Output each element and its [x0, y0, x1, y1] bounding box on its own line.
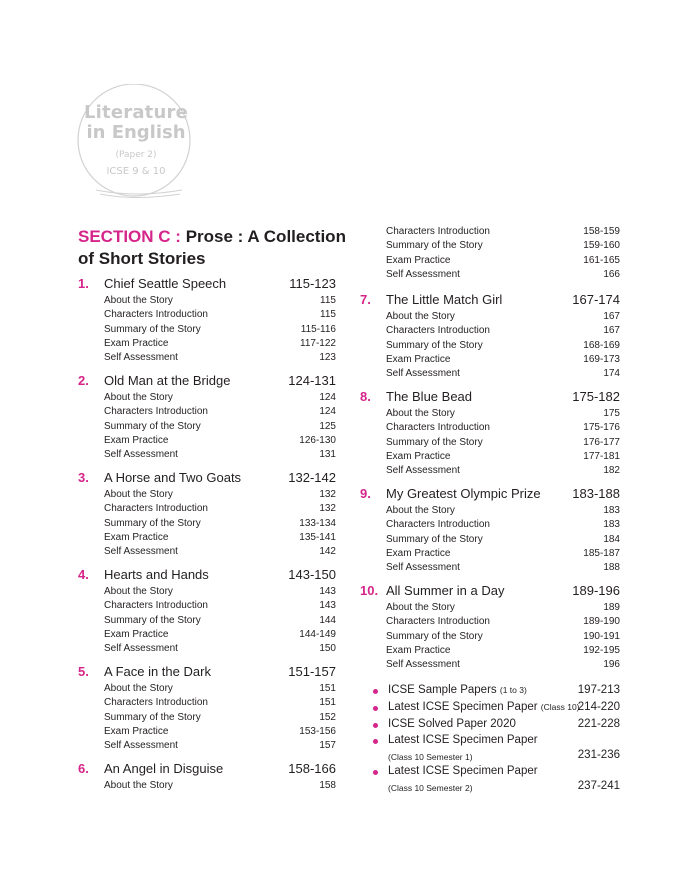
extra-pages: 231-236 [577, 749, 620, 761]
bullet-icon [373, 723, 378, 728]
subentry-title: Exam Practice [386, 644, 451, 656]
subentry-pages: 183 [603, 505, 620, 516]
toc-chapter [360, 389, 620, 478]
subentry-title: Self Assessment [104, 643, 178, 655]
bullet-icon [373, 689, 378, 694]
subentry-pages: 135-141 [299, 531, 336, 543]
toc-subentry [78, 642, 336, 656]
toc-subentry [78, 294, 336, 308]
extra-pages: 221-228 [577, 718, 620, 730]
subentry-title: Exam Practice [386, 450, 451, 462]
chapter-title: Old Man at the Bridge [104, 373, 231, 388]
subentry-title: Characters Introduction [104, 503, 208, 515]
subentry-title: Self Assessment [386, 268, 460, 280]
toc-subentry [360, 630, 620, 644]
subentry-pages: 131 [319, 449, 336, 461]
subentry-pages: 168-169 [583, 339, 620, 351]
toc-subentry [78, 448, 336, 462]
subentry-title: Summary of the Story [386, 630, 483, 642]
subentry-pages: 161-165 [583, 254, 620, 266]
subentry-pages: 115-116 [300, 323, 336, 335]
subentry-title: Exam Practice [386, 353, 451, 365]
subentry-pages: 175-176 [583, 422, 620, 434]
bullet-icon [373, 706, 378, 711]
toc-chapter [360, 583, 620, 672]
subentry-title: Summary of the Story [104, 614, 201, 626]
subentry-pages: 143 [319, 586, 336, 597]
logo-title-line2: in English [86, 122, 186, 143]
subentry-pages: 133-134 [299, 517, 336, 529]
toc-subentry [78, 323, 336, 337]
subentry-pages: 190-191 [583, 630, 620, 642]
toc-subentry [360, 547, 620, 561]
subentry-title: About the Story [386, 408, 455, 419]
subentry-pages: 177-181 [583, 450, 620, 462]
subentry-title: Summary of the Story [104, 323, 201, 335]
book-logo [76, 84, 196, 204]
chapter-title: The Little Match Girl [386, 292, 503, 307]
toc-subentry [360, 254, 620, 268]
subentry-pages: 132 [319, 503, 336, 515]
extra-title-note: (Class 10) [540, 702, 580, 712]
chapter-heading [78, 470, 336, 488]
extra-title: ICSE Sample Papers (1 to 3) [388, 684, 527, 696]
toc-chapter [360, 292, 620, 381]
extra-title: ICSE Solved Paper 2020 [388, 718, 516, 730]
subentry-title: Summary of the Story [386, 240, 483, 252]
subentry-pages: 143 [319, 600, 336, 612]
subentry-pages: 124 [319, 406, 336, 418]
logo-paper: (Paper 2) [115, 150, 157, 160]
subentry-title: About the Story [104, 780, 173, 791]
toc-subentry [360, 367, 620, 381]
subentry-pages: 123 [319, 352, 336, 364]
chapter-heading [360, 389, 620, 407]
extra-title: Latest ICSE Specimen Paper (Class 10) [388, 701, 580, 713]
toc-subentry [360, 339, 620, 353]
subentry-pages: 158 [319, 780, 336, 791]
chapter-pages: 183-188 [572, 486, 620, 501]
toc-subentry [360, 601, 620, 615]
chapter-heading [78, 761, 336, 779]
chapter-title: A Horse and Two Goats [104, 470, 242, 485]
chapter-heading [360, 292, 620, 310]
chapter-heading [78, 567, 336, 585]
extra-entry [360, 734, 620, 764]
subentry-title: Self Assessment [104, 740, 178, 752]
toc-subentry [78, 391, 336, 405]
extra-title: Latest ICSE Specimen Paper [388, 765, 538, 777]
subentry-pages: 159-160 [583, 240, 620, 252]
subentry-title: About the Story [104, 683, 173, 694]
chapter-number: 2. [78, 373, 89, 388]
toc-subentry [360, 533, 620, 547]
subentry-pages: 185-187 [583, 547, 620, 559]
toc-subentry [78, 682, 336, 696]
chapter-pages: 167-174 [572, 292, 620, 307]
subentry-pages: 184 [603, 533, 620, 545]
toc-subentry [360, 615, 620, 629]
subentry-title: About the Story [104, 586, 173, 597]
subentry-title: Exam Practice [386, 254, 451, 266]
subentry-pages: 188 [603, 562, 620, 574]
toc-subentry [360, 561, 620, 575]
subentry-pages: 152 [319, 711, 336, 723]
subentry-title: Self Assessment [386, 368, 460, 380]
toc-subentry [78, 725, 336, 739]
toc-subentry [360, 239, 620, 253]
chapter-heading [78, 664, 336, 682]
chapter-heading [360, 486, 620, 504]
subentry-title: Characters Introduction [104, 406, 208, 418]
subentry-pages: 158-159 [583, 226, 620, 237]
toc-subentry [78, 337, 336, 351]
subentry-pages: 117-122 [300, 337, 336, 349]
subentry-title: About the Story [104, 489, 173, 500]
subentry-title: Characters Introduction [386, 325, 490, 337]
subentry-title: About the Story [104, 392, 173, 403]
extra-pages: 197-213 [577, 684, 620, 696]
toc-subentry [360, 310, 620, 324]
toc-chapter [78, 664, 336, 753]
toc-subentry [78, 517, 336, 531]
subentry-title: Self Assessment [386, 659, 460, 671]
toc-subentry [78, 405, 336, 419]
subentry-title: Characters Introduction [104, 697, 208, 709]
subentry-pages: 189-190 [583, 616, 620, 628]
toc-subentry [360, 450, 620, 464]
toc-subentry [78, 779, 336, 793]
chapter-title: A Face in the Dark [104, 664, 211, 679]
chapter-pages: 143-150 [288, 567, 336, 582]
extra-pages: 237-241 [577, 780, 620, 792]
subentry-pages: 115 [320, 309, 336, 321]
subentry-title: Summary of the Story [104, 420, 201, 432]
subentry-pages: 183 [603, 519, 620, 531]
chapter-title: Hearts and Hands [104, 567, 209, 582]
subentry-title: Exam Practice [104, 531, 169, 543]
toc-subentry [78, 628, 336, 642]
chapter-title: Chief Seattle Speech [104, 276, 227, 291]
extra-title: Latest ICSE Specimen Paper [388, 734, 538, 746]
chapter-number: 1. [78, 276, 89, 291]
bullet-icon [373, 770, 378, 775]
subentry-title: Characters Introduction [386, 422, 490, 434]
toc-subentry [360, 436, 620, 450]
subentry-pages: 175 [603, 408, 620, 419]
chapter-heading [78, 373, 336, 391]
toc-subentry [360, 658, 620, 672]
toc-chapter [78, 470, 336, 559]
subentry-pages: 196 [603, 659, 620, 671]
extra-subtitle: (Class 10 Semester 1) [388, 752, 473, 762]
subentry-title: Exam Practice [386, 547, 451, 559]
subentry-pages: 169-173 [583, 353, 620, 365]
subentry-pages: 189 [603, 602, 620, 613]
chapter-title: All Summer in a Day [386, 583, 505, 598]
chapter-heading [360, 583, 620, 601]
chapter-pages: 158-166 [288, 761, 336, 776]
subentry-pages: 151 [319, 683, 336, 694]
chapter-number: 6. [78, 761, 89, 776]
subentry-title: Exam Practice [104, 628, 169, 640]
subentry-pages: 182 [603, 465, 620, 477]
subentry-title: About the Story [386, 505, 455, 516]
chapter-pages: 132-142 [288, 470, 336, 485]
toc-chapter [360, 486, 620, 575]
subentry-title: Characters Introduction [386, 616, 490, 628]
chapter-number: 3. [78, 470, 89, 485]
chapter-number: 10. [360, 583, 379, 598]
subentry-title: About the Story [104, 295, 173, 306]
bullet-icon [373, 739, 378, 744]
toc-subentry [360, 268, 620, 282]
subentry-title: Exam Practice [104, 725, 169, 737]
subentry-title: Characters Introduction [104, 309, 208, 321]
toc-subentry [360, 518, 620, 532]
toc-subentry [360, 353, 620, 367]
subentry-pages: 153-156 [299, 725, 336, 737]
subentry-title: About the Story [386, 311, 455, 322]
subentry-pages: 126-130 [299, 434, 336, 446]
subentry-title: Exam Practice [104, 337, 169, 349]
toc-subentry [78, 308, 336, 322]
toc-continued [360, 225, 620, 282]
subentry-title: Exam Practice [104, 434, 169, 446]
chapter-number: 7. [360, 292, 371, 307]
toc-subentry [78, 614, 336, 628]
toc-subentry [78, 585, 336, 599]
section-label: SECTION C : [78, 227, 181, 246]
subentry-pages: 151 [319, 697, 336, 709]
extra-title-note: (1 to 3) [499, 685, 527, 695]
subentry-pages: 174 [603, 368, 620, 380]
extra-pages: 214-220 [577, 701, 620, 713]
toc-chapter [78, 276, 336, 365]
toc-subentry [360, 421, 620, 435]
toc-subentry [78, 420, 336, 434]
toc-subentry [78, 531, 336, 545]
subentry-pages: 124 [319, 392, 336, 403]
subentry-title: Self Assessment [104, 546, 178, 558]
toc-chapter [78, 567, 336, 656]
subentry-pages: 144 [319, 614, 336, 626]
toc-chapter [78, 761, 336, 793]
subentry-title: About the Story [386, 602, 455, 613]
toc-subentry [360, 504, 620, 518]
chapter-pages: 115-123 [289, 276, 336, 291]
toc-subentry [78, 434, 336, 448]
toc-subentry [360, 407, 620, 421]
chapter-number: 9. [360, 486, 371, 501]
subentry-title: Self Assessment [104, 352, 178, 364]
subentry-pages: 144-149 [299, 628, 336, 640]
chapter-heading [78, 276, 336, 294]
toc-subentry [78, 351, 336, 365]
toc-subentry [78, 739, 336, 753]
chapter-pages: 151-157 [288, 664, 336, 679]
chapter-number: 4. [78, 567, 89, 582]
subentry-title: Self Assessment [386, 465, 460, 477]
subentry-pages: 166 [603, 268, 620, 280]
subentry-title: Summary of the Story [104, 711, 201, 723]
subentry-title: Self Assessment [104, 449, 178, 461]
chapter-title: My Greatest Olympic Prize [386, 486, 541, 501]
chapter-pages: 124-131 [288, 373, 336, 388]
chapter-number: 8. [360, 389, 371, 404]
extra-entry [360, 765, 620, 795]
toc-subentry [78, 545, 336, 559]
toc-subentry [360, 225, 620, 239]
extra-subtitle: (Class 10 Semester 2) [388, 783, 473, 793]
subentry-pages: 125 [319, 420, 336, 432]
subentry-pages: 167 [603, 325, 620, 337]
subentry-title: Characters Introduction [386, 519, 490, 531]
subentry-pages: 157 [319, 740, 336, 752]
toc-subentry [360, 324, 620, 338]
toc-subentry [360, 464, 620, 478]
subentry-pages: 192-195 [583, 644, 620, 656]
section-heading [78, 226, 348, 270]
subentry-title: Self Assessment [386, 562, 460, 574]
chapter-title: An Angel in Disguise [104, 761, 224, 776]
subentry-title: Summary of the Story [104, 517, 201, 529]
toc-chapter [78, 373, 336, 462]
chapter-number: 5. [78, 664, 89, 679]
toc-subentry [360, 644, 620, 658]
chapter-pages: 175-182 [572, 389, 620, 404]
subentry-title: Summary of the Story [386, 339, 483, 351]
subentry-pages: 150 [319, 643, 336, 655]
toc-subentry [78, 696, 336, 710]
subentry-title: Summary of the Story [386, 436, 483, 448]
chapter-pages: 189-196 [572, 583, 620, 598]
subentry-title: Characters Introduction [104, 600, 208, 612]
toc-subentry [78, 488, 336, 502]
chapter-title: The Blue Bead [386, 389, 473, 404]
section-title: Prose : A Collection of Short Stories [78, 227, 346, 268]
logo-title-line1: Literature [84, 102, 188, 123]
subentry-pages: 115 [320, 295, 336, 306]
logo-class: ICSE 9 & 10 [106, 166, 166, 177]
toc-subentry [78, 711, 336, 725]
toc-subentry [78, 599, 336, 613]
subentry-pages: 132 [319, 489, 336, 500]
subentry-pages: 142 [319, 546, 336, 558]
subentry-title: Summary of the Story [386, 533, 483, 545]
subentry-title: Characters Introduction [386, 226, 490, 237]
subentry-pages: 167 [603, 311, 620, 322]
subentry-pages: 176-177 [583, 436, 620, 448]
toc-subentry [78, 502, 336, 516]
